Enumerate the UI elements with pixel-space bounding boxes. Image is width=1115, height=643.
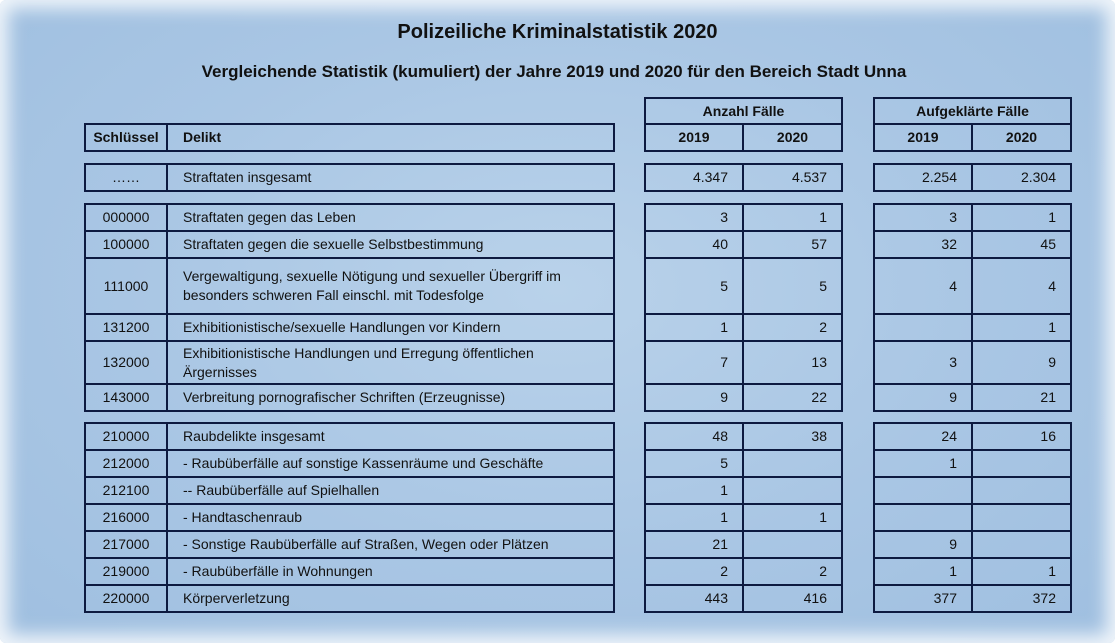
table-cell-delikt: - Raubüberfälle auf sonstige Kassenräume und Geschäfte [183,455,544,471]
table-cell-anzahl-2019: 4.347 [692,169,728,185]
table-cell-anzahl-2019: 1 [720,319,728,335]
table-cell-key: 131200 [102,319,150,335]
table-cell-anzahl-2020: 2 [819,563,827,579]
page-subtitle: Vergleichende Statistik (kumuliert) der Jahre 2019 und 2020 für den Bereich Stadt Unna [201,62,907,81]
table-cell-aufgeklaert-2019 [875,504,971,531]
table-cell-key: 000000 [102,209,150,225]
table-cell-anzahl-2019: 5 [720,277,728,294]
table-cell-key: …… [112,169,140,185]
table-cell-anzahl-2019: 48 [712,428,728,444]
table-cell-aufgeklaert-2020: 2.304 [1020,169,1056,185]
table-cell-anzahl-2020: 1 [819,209,827,225]
table-cell-anzahl-2019: 5 [720,455,728,471]
table-cell-anzahl-2019: 443 [704,590,728,606]
table-cell-anzahl-2020 [744,477,841,504]
table-cell-aufgeklaert-2020: 1 [1048,563,1056,579]
table-cell-aufgeklaert-2020: 9 [1048,354,1056,370]
table-cell-delikt: - Raubüberfälle in Wohnungen [183,563,373,579]
header-aufgeklaert: Aufgeklärte Fälle [916,102,1029,119]
table-cell-aufgeklaert-2019: 377 [933,590,957,606]
table-cell-aufgeklaert-2019: 24 [941,428,957,444]
table-cell-aufgeklaert-2019 [875,314,971,341]
table-cell-anzahl-2020 [744,450,841,477]
table-cell-aufgeklaert-2020: 45 [1040,236,1056,252]
table-cell-aufgeklaert-2020: 16 [1040,428,1056,444]
table-cell-aufgeklaert-2019: 3 [949,354,957,370]
table-cell-anzahl-2020: 2 [819,319,827,335]
table-cell-delikt: Vergewaltigung, sexuelle Nötigung und sexueller Übergriff im besonders schweren Fall einschl. mit Todesfolge [183,268,561,303]
table-cell-aufgeklaert-2020: 21 [1040,389,1056,405]
table-cell-aufgeklaert-2020: 1 [1048,209,1056,225]
table-cell-aufgeklaert-2020 [973,477,1070,504]
header-aufgeklaert-2019: 2019 [907,129,939,145]
table-cell-aufgeklaert-2020 [973,504,1070,531]
table-cell-key: 217000 [102,536,150,552]
table-cell-anzahl-2020: 416 [803,590,827,606]
table-cell-anzahl-2020: 38 [811,428,827,444]
table-cell-anzahl-2019: 2 [720,563,728,579]
header-key: Schlüssel [93,129,159,145]
table-cell-key: 132000 [102,354,150,370]
table-cell-aufgeklaert-2019: 32 [941,236,957,252]
table-cell-anzahl-2019: 7 [720,354,728,370]
table-cell-key: 212100 [102,482,150,498]
table-cell-key: 216000 [102,509,150,525]
header-anzahl-2019: 2019 [678,129,710,145]
table-cell-aufgeklaert-2020 [973,531,1070,558]
table-cell-anzahl-2020: 22 [811,389,827,405]
table-cell-aufgeklaert-2019: 3 [949,209,957,225]
table-cell-delikt: Straftaten insgesamt [183,169,312,185]
table-cell-delikt: Verbreitung pornografischer Schriften (Erzeugnisse) [183,389,506,405]
table-cell-anzahl-2019: 3 [720,209,728,225]
table-cell-aufgeklaert-2020: 372 [1032,590,1056,606]
table-cell-delikt: Straftaten gegen die sexuelle Selbstbestimmung [183,236,484,252]
header-anzahl-2020: 2020 [776,129,809,145]
table-cell-key: 100000 [102,236,150,252]
table-cell-aufgeklaert-2019: 9 [949,389,957,405]
table-cell-delikt: - Sonstige Raubüberfälle auf Straßen, Wegen oder Plätzen [183,536,549,552]
table-cell-key: 143000 [102,389,150,405]
table-cell-delikt: Körperverletzung [183,590,290,606]
page-title: Polizeiliche Kriminalstatistik 2020 [397,21,718,43]
table-cell-anzahl-2019: 9 [720,389,728,405]
table-cell-delikt: Exhibitionistische/sexuelle Handlungen vor Kindern [183,319,501,335]
table-cell-aufgeklaert-2019: 1 [949,455,957,471]
table-cell-key: 111000 [103,277,149,294]
table-cell-anzahl-2020 [744,531,841,558]
table-cell-anzahl-2019: 40 [712,236,728,252]
header-aufgeklaert-2020: 2020 [1005,129,1038,145]
table-cell-anzahl-2020: 13 [811,354,827,370]
table-cell-key: 210000 [102,428,150,444]
table-cell-anzahl-2020: 5 [819,277,827,294]
table-cell-aufgeklaert-2020: 1 [1048,319,1056,335]
table-cell-delikt: Exhibitionistische Handlungen und Erregung öffentlichen Ärgernisses [183,344,534,380]
header-delikt: Delikt [183,129,222,145]
table-cell-aufgeklaert-2019: 1 [949,563,957,579]
table-cell-delikt: - Handtaschenraub [183,509,303,525]
table-cell-key: 212000 [102,455,150,471]
table-cell-anzahl-2020: 4.537 [791,169,827,185]
table-cell-aufgeklaert-2019: 2.254 [921,169,957,185]
table-cell-aufgeklaert-2019: 4 [949,277,957,294]
table-cell-delikt: -- Raubüberfälle auf Spielhallen [183,482,380,498]
table-cell-key: 220000 [102,590,150,606]
table-cell-anzahl-2020: 57 [811,236,827,252]
table-cell-aufgeklaert-2019 [875,477,971,504]
table-cell-anzahl-2020: 1 [819,509,827,525]
table-cell-aufgeklaert-2019: 9 [949,536,957,552]
table-cell-anzahl-2019: 1 [720,509,728,525]
table-cell-aufgeklaert-2020 [973,450,1070,477]
table-cell-key: 219000 [102,563,150,579]
table-cell-delikt: Straftaten gegen das Leben [183,209,356,225]
table-cell-aufgeklaert-2020: 4 [1048,277,1056,294]
table-cell-delikt: Raubdelikte insgesamt [183,428,325,444]
table-cell-anzahl-2019: 21 [712,536,728,552]
table-cell-anzahl-2019: 1 [720,482,728,498]
header-anzahl: Anzahl Fälle [702,102,785,119]
